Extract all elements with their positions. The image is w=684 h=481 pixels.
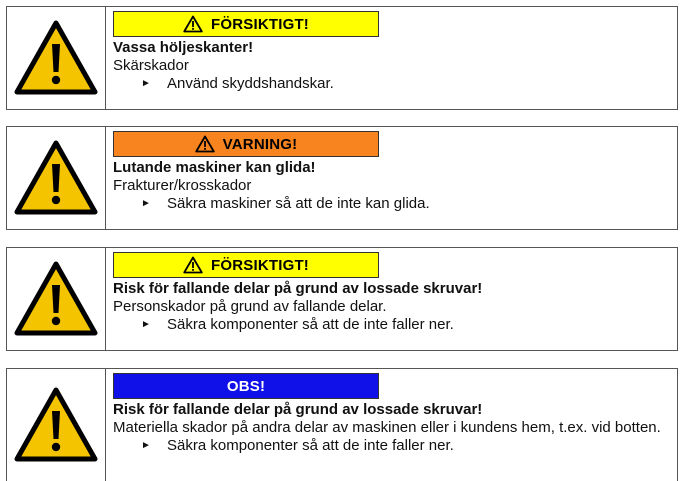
hazard-consequence: Frakturer/krosskador — [113, 177, 252, 194]
hazard-headline: Lutande maskiner kan glida! — [113, 159, 316, 176]
safety-panel-2 — [6, 126, 678, 230]
hazard-consequence: Materiella skador på andra delar av maskinen eller i kundens hem, t.ex. vid botten. — [113, 419, 661, 436]
warning-triangle-icon — [14, 261, 98, 337]
hazard-consequence: Skärskador — [113, 57, 189, 74]
signal-label: OBS! — [226, 377, 266, 395]
icon-cell — [7, 127, 106, 229]
action-text: Använd skyddshandskar. — [167, 75, 334, 92]
signal-word-caution — [113, 11, 379, 37]
hazard-consequence: Personskador på grund av fallande delar. — [113, 298, 387, 315]
hazard-action — [113, 316, 673, 334]
action-text: Säkra komponenter så att de inte faller ner. — [167, 437, 454, 454]
safety-panel-1 — [6, 6, 678, 110]
warning-triangle-small-icon — [183, 15, 203, 33]
hazard-headline: Vassa höljeskanter! — [113, 39, 254, 56]
action-text: Säkra komponenter så att de inte faller ner. — [167, 316, 454, 333]
warning-triangle-icon — [14, 387, 98, 463]
signal-label: FÖRSIKTIGT! — [210, 15, 310, 33]
warning-triangle-icon — [14, 20, 98, 96]
panel-content — [113, 373, 673, 455]
hazard-action — [113, 195, 673, 213]
panel-content — [113, 11, 673, 93]
bullet-arrow-icon: ► — [141, 319, 151, 330]
bullet-arrow-icon: ► — [141, 440, 151, 451]
signal-word-notice — [113, 373, 379, 399]
hazard-action — [113, 437, 673, 455]
safety-panel-4 — [6, 368, 678, 481]
icon-cell — [7, 7, 106, 109]
bullet-arrow-icon: ► — [141, 198, 151, 209]
warning-triangle-small-icon — [183, 256, 203, 274]
hazard-action — [113, 75, 673, 93]
warning-triangle-small-icon — [195, 135, 215, 153]
signal-label: VARNING! — [222, 135, 298, 153]
hazard-headline: Risk för fallande delar på grund av lossade skruvar! — [113, 280, 483, 297]
signal-word-caution — [113, 252, 379, 278]
signal-label: FÖRSIKTIGT! — [210, 256, 310, 274]
signal-word-warning — [113, 131, 379, 157]
panel-content — [113, 131, 673, 213]
icon-cell — [7, 369, 106, 481]
panel-content — [113, 252, 673, 334]
warning-triangle-icon — [14, 140, 98, 216]
bullet-arrow-icon: ► — [141, 78, 151, 89]
action-text: Säkra maskiner så att de inte kan glida. — [167, 195, 430, 212]
hazard-headline: Risk för fallande delar på grund av lossade skruvar! — [113, 401, 483, 418]
safety-panel-3 — [6, 247, 678, 351]
icon-cell — [7, 248, 106, 350]
